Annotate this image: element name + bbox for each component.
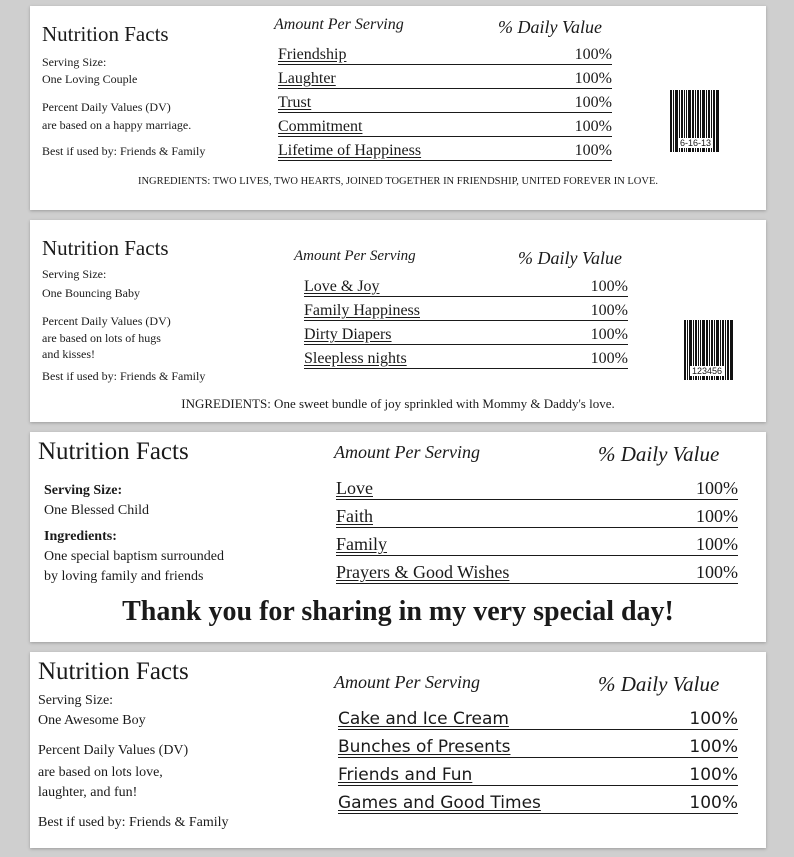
nutrient-row: [338, 704, 738, 730]
nutrient-name: Trust: [278, 94, 312, 111]
nutrient-value: 100%: [574, 94, 612, 111]
ingredients-label: Ingredients:: [44, 529, 117, 544]
serving-size-label: Serving Size:: [42, 55, 107, 69]
label-title: Nutrition Facts: [42, 236, 169, 260]
barcode-number: 6-16-13: [680, 138, 712, 148]
nutrient-value: 100%: [689, 737, 738, 757]
nutrient-name: Family Happiness: [304, 302, 420, 319]
nutrient-row: [304, 322, 628, 345]
nutrient-value: 100%: [590, 302, 628, 319]
nutrient-row: [278, 138, 612, 161]
label-title: Nutrition Facts: [42, 22, 169, 46]
nutrient-row: [278, 114, 612, 137]
amount-per-serving-header: Amount Per Serving: [294, 248, 416, 264]
amount-per-serving-header: Amount Per Serving: [274, 16, 404, 33]
nutrient-name: Sleepless nights: [304, 350, 407, 367]
nutrient-row: [336, 558, 738, 584]
nutrient-row: [278, 90, 612, 113]
nutrient-row: [304, 298, 628, 321]
ingredients-line2: by loving family and friends: [44, 569, 204, 584]
nutrient-name: Faith: [336, 506, 374, 526]
nutrition-label-baptism: [30, 432, 766, 642]
label-title: Nutrition Facts: [38, 658, 189, 685]
nutrient-value: 100%: [574, 118, 612, 135]
nutrient-name: Prayers & Good Wishes: [336, 562, 510, 582]
nutrient-name: Commitment: [278, 118, 363, 135]
daily-value-header: % Daily Value: [498, 17, 602, 37]
nutrient-name: Family: [336, 534, 388, 554]
barcode-number: 123456: [692, 366, 723, 376]
nutrient-value: 100%: [689, 709, 738, 729]
nutrient-name: Bunches of Presents: [338, 737, 511, 757]
nutrient-value: 100%: [574, 142, 612, 159]
dv-note-line2: are based on lots love,: [38, 765, 163, 780]
nutrient-row: [336, 530, 738, 556]
nutrient-name: Love & Joy: [304, 278, 380, 295]
daily-value-header: % Daily Value: [598, 672, 720, 696]
amount-per-serving-header: Amount Per Serving: [334, 672, 480, 692]
nutrient-row: [338, 732, 738, 758]
nutrient-row: [304, 274, 628, 297]
nutrient-name: Laughter: [278, 70, 336, 87]
dv-note-line3: and kisses!: [42, 347, 95, 361]
dv-note-line2: are based on a happy marriage.: [42, 118, 192, 132]
daily-value-header: % Daily Value: [598, 442, 720, 466]
dv-note-line1: Percent Daily Values (DV): [42, 314, 171, 328]
ingredients-line: INGREDIENTS: TWO LIVES, TWO HEARTS, JOINED TOGETHER IN FRIENDSHIP, UNITED FOREVER IN LOVE.: [137, 176, 659, 187]
nutrient-name: Friendship: [278, 46, 347, 63]
amount-per-serving-header: Amount Per Serving: [334, 442, 480, 462]
nutrient-value: 100%: [689, 793, 738, 813]
nutrient-value: 100%: [574, 70, 612, 87]
nutrient-value: 100%: [696, 506, 738, 526]
nutrient-row: [278, 66, 612, 89]
serving-size-value: One Loving Couple: [42, 72, 138, 86]
nutrient-value: 100%: [696, 562, 738, 582]
serving-size-value: One Bouncing Baby: [42, 286, 140, 300]
nutrient-name: Cake and Ice Cream: [338, 709, 509, 729]
label-title: Nutrition Facts: [38, 438, 189, 465]
dv-note-line1: Percent Daily Values (DV): [42, 100, 171, 114]
nutrient-value: 100%: [590, 326, 628, 343]
nutrient-name: Friends and Fun: [338, 765, 473, 785]
ingredients-line1: One special baptism surrounded: [44, 549, 225, 564]
nutrition-label-boy: [30, 652, 766, 848]
nutrient-value: 100%: [696, 478, 738, 498]
nutrient-row: [338, 788, 738, 814]
serving-size-label: Serving Size:: [44, 483, 123, 498]
best-if-used: Best if used by: Friends & Family: [42, 369, 206, 383]
nutrient-value: 100%: [574, 46, 612, 63]
dv-note-line1: Percent Daily Values (DV): [38, 743, 189, 758]
nutrient-row: [336, 474, 738, 500]
nutrient-row: [336, 502, 738, 528]
nutrient-name: Dirty Diapers: [304, 326, 392, 343]
best-if-used: Best if used by: Friends & Family: [42, 144, 206, 158]
nutrient-row: [338, 760, 738, 786]
nutrient-value: 100%: [590, 278, 628, 295]
dv-note-line3: laughter, and fun!: [38, 785, 138, 800]
nutrient-value: 100%: [590, 350, 628, 367]
dv-note-line2: are based on lots of hugs: [42, 331, 161, 345]
serving-size-value: One Awesome Boy: [38, 713, 146, 728]
serving-size-label: Serving Size:: [42, 267, 107, 281]
nutrient-name: Games and Good Times: [338, 793, 541, 813]
daily-value-header: % Daily Value: [518, 248, 622, 268]
nutrition-label-couple: [30, 6, 766, 210]
nutrient-name: Love: [336, 478, 373, 498]
nutrient-row: [278, 42, 612, 65]
nutrient-row: [304, 346, 628, 369]
nutrition-label-baby: [30, 220, 766, 422]
ingredients-line: INGREDIENTS: One sweet bundle of joy sprinkled with Mommy & Daddy's love.: [181, 396, 615, 411]
nutrient-value: 100%: [689, 765, 738, 785]
serving-size-value: One Blessed Child: [44, 503, 149, 518]
nutrient-value: 100%: [696, 534, 738, 554]
best-if-used: Best if used by: Friends & Family: [38, 815, 229, 830]
serving-size-label: Serving Size:: [38, 693, 114, 708]
thank-you-message: Thank you for sharing in my very special day!: [122, 596, 674, 627]
nutrient-name: Lifetime of Happiness: [278, 142, 422, 159]
